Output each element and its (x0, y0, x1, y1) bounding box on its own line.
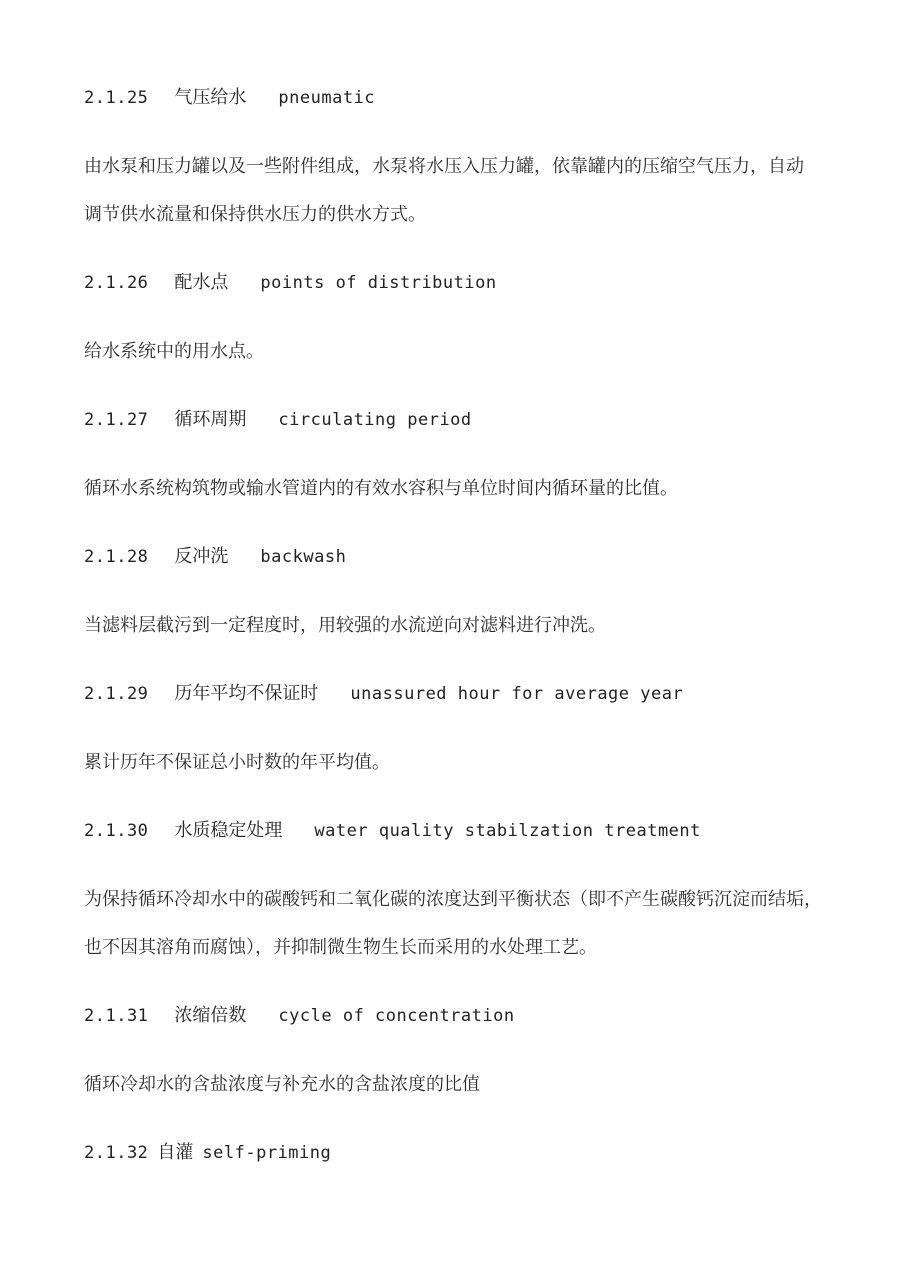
term-english: backwash (260, 547, 347, 567)
term-chinese: 循环周期 (174, 409, 247, 429)
term-entry (84, 806, 820, 971)
term-chinese: 自灌 (157, 1142, 194, 1162)
definition-line: 也不因其溶角而腐蚀），并抑制微生物生长而采用的水处理工艺。 (84, 937, 597, 957)
term-number: 2.1.26 (84, 273, 149, 293)
term-chinese: 水质稳定处理 (174, 820, 283, 840)
term-number: 2.1.27 (84, 410, 149, 430)
term-chinese: 反冲洗 (174, 546, 229, 566)
term-definition (84, 464, 820, 512)
definition-line: 累计历年不保证总小时数的年平均值。 (84, 752, 390, 772)
term-number: 2.1.30 (84, 821, 149, 841)
term-number: 2.1.31 (84, 1006, 149, 1026)
term-english: points of distribution (260, 273, 497, 293)
definition-line: 调节供水流量和保持供水压力的供水方式。 (84, 204, 426, 224)
term-english: unassured hour for average year (350, 684, 684, 704)
term-english: water quality stabilzation treatment (314, 821, 701, 841)
term-chinese: 浓缩倍数 (174, 1005, 247, 1025)
term-heading (84, 806, 820, 855)
term-number: 2.1.29 (84, 684, 149, 704)
term-heading (84, 73, 820, 122)
term-heading (84, 258, 820, 307)
term-heading (84, 395, 820, 444)
term-definition (84, 142, 820, 238)
definition-line: 为保持循环冷却水中的碳酸钙和二氧化碳的浓度达到平衡状态（即不产生碳酸钙沉淀而结垢， (84, 889, 822, 909)
term-english: pneumatic (278, 88, 376, 108)
term-chinese: 历年平均不保证时 (174, 683, 319, 703)
term-entry (84, 669, 820, 786)
term-definition (84, 1060, 820, 1108)
definition-line: 循环水系统构筑物或输水管道内的有效水容积与单位时间内循环量的比值。 (84, 478, 678, 498)
term-chinese: 气压给水 (174, 87, 247, 107)
term-entry (84, 258, 820, 375)
term-heading (84, 669, 820, 718)
term-english: circulating period (278, 410, 472, 430)
term-definition (84, 601, 820, 649)
definition-line: 循环冷却水的含盐浓度与补充水的含盐浓度的比值 (84, 1074, 480, 1094)
term-number: 2.1.32 (84, 1143, 149, 1163)
term-entry (84, 395, 820, 512)
term-heading (84, 532, 820, 581)
term-number: 2.1.25 (84, 88, 149, 108)
term-entry (84, 532, 820, 649)
term-heading (84, 1128, 820, 1177)
term-english: self-priming (202, 1143, 332, 1163)
term-english: cycle of concentration (278, 1006, 515, 1026)
definition-line: 由水泵和压力罐以及一些附件组成，水泵将水压入压力罐，依靠罐内的压缩空气压力，自动 (84, 156, 804, 176)
term-heading (84, 991, 820, 1040)
term-definition (84, 738, 820, 786)
definition-line: 当滤料层截污到一定程度时，用较强的水流逆向对滤料进行冲洗。 (84, 615, 606, 635)
term-definition (84, 875, 820, 971)
definition-line: 给水系统中的用水点。 (84, 341, 264, 361)
term-definition (84, 327, 820, 375)
term-entry (84, 1128, 820, 1177)
term-number: 2.1.28 (84, 547, 149, 567)
term-entry (84, 991, 820, 1108)
term-chinese: 配水点 (174, 272, 229, 292)
term-entry (84, 73, 820, 238)
